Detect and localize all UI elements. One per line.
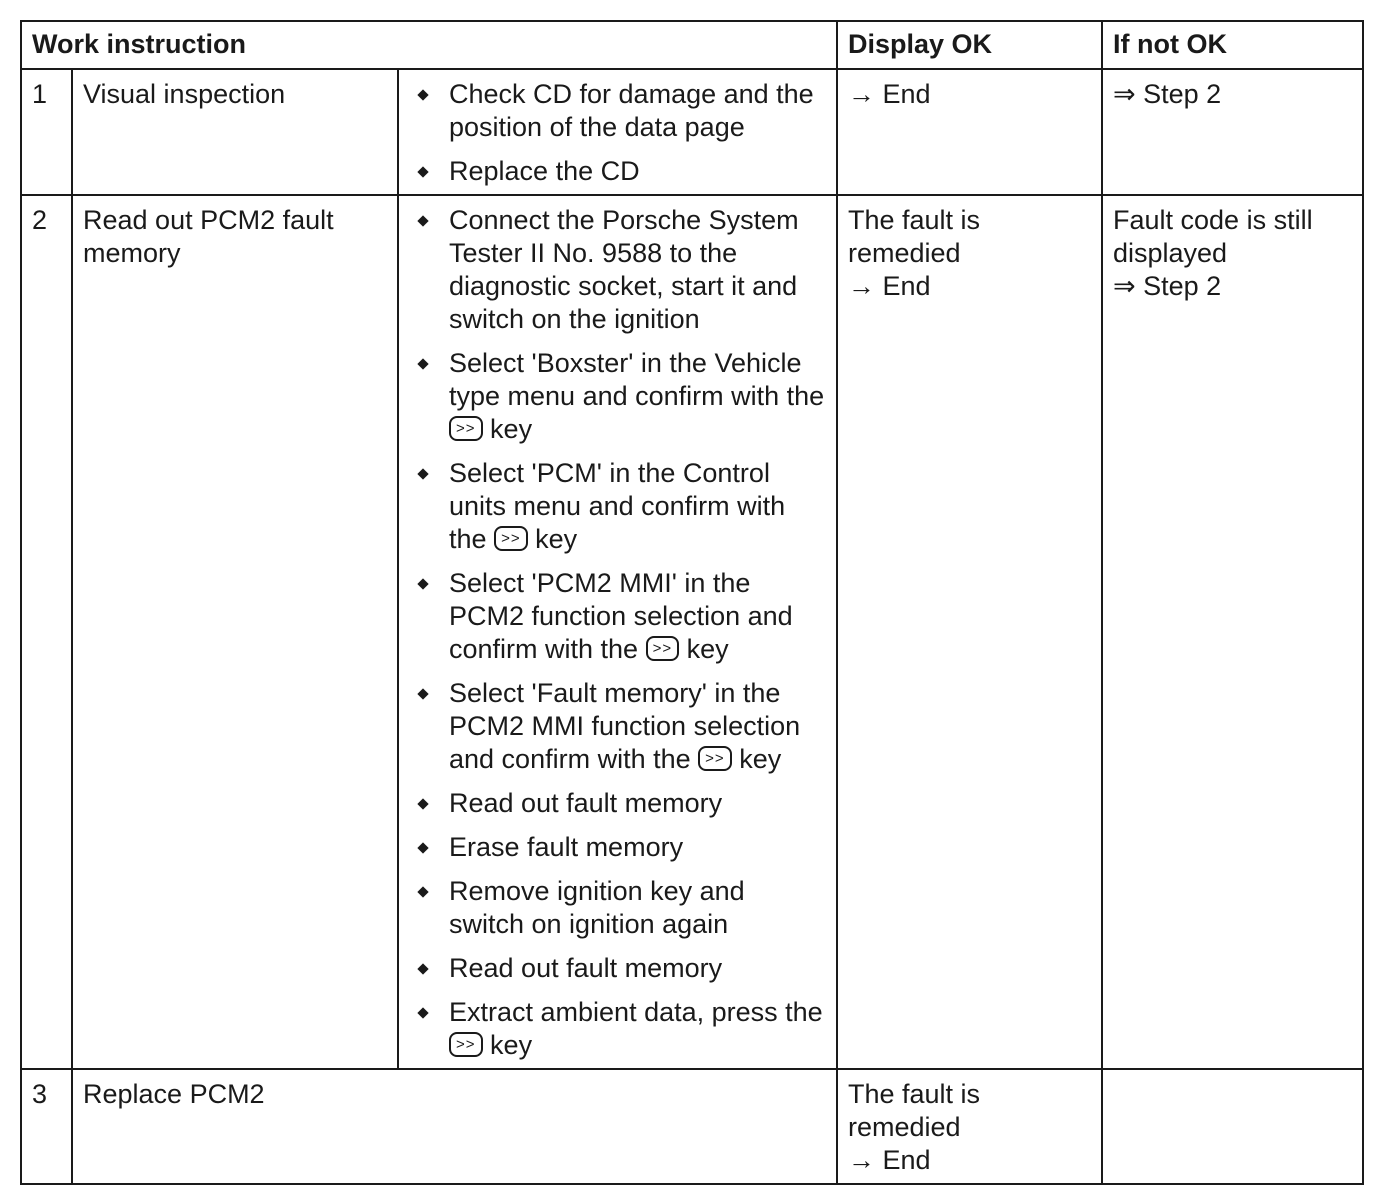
action-text: Check CD for damage and the position of the data page: [449, 79, 814, 142]
action-item: [409, 204, 826, 336]
display-ok-text: → End: [848, 79, 931, 109]
action-text-suffix: key: [490, 414, 533, 444]
if-not-ok-cell: [1102, 195, 1363, 1069]
forward-key-icon: >>: [449, 1032, 483, 1057]
if-not-ok-cell: [1102, 1069, 1363, 1184]
step-number: 3: [21, 1069, 72, 1184]
step-number: 1: [21, 69, 72, 195]
action-text: Erase fault memory: [449, 832, 684, 862]
action-text-suffix: key: [686, 634, 729, 664]
action-item: [409, 78, 826, 144]
action-item: [409, 952, 826, 985]
if-not-ok-result: ⇒ Step 2: [1113, 271, 1222, 301]
action-text: Select 'Fault memory' in the PCM2 MMI function selection and confirm with the: [449, 678, 801, 774]
bullet-diamond-icon: [417, 578, 428, 589]
forward-key-icon: >>: [494, 526, 528, 551]
step-title: Replace PCM2: [72, 1069, 837, 1184]
action-text-suffix: key: [490, 1030, 533, 1060]
bullet-diamond-icon: [417, 886, 428, 897]
bullet-diamond-icon: [417, 215, 428, 226]
header-if-not-ok: If not OK: [1102, 21, 1363, 69]
action-item: [409, 155, 826, 188]
action-item: [409, 787, 826, 820]
header-display-ok: Display OK: [837, 21, 1102, 69]
forward-key-icon: >>: [698, 746, 732, 771]
action-text: Read out fault memory: [449, 953, 723, 983]
forward-key-icon: >>: [449, 416, 483, 441]
display-ok-cell: [837, 1069, 1102, 1184]
header-row: [21, 21, 1363, 69]
action-text: Connect the Porsche System Tester II No. 9588 to the diagnostic socket, start it and switch on the ignition: [449, 205, 799, 334]
bullet-diamond-icon: [417, 1007, 428, 1018]
step-actions: [398, 69, 837, 195]
display-ok-text: The fault is remedied: [848, 205, 981, 268]
action-text: Read out fault memory: [449, 788, 723, 818]
bullet-diamond-icon: [417, 842, 428, 853]
display-ok-text: The fault is remedied: [848, 1079, 981, 1142]
action-text: Select 'PCM2 MMI' in the PCM2 function selection and confirm with the: [449, 568, 793, 664]
bullet-diamond-icon: [417, 358, 428, 369]
table-row: [21, 1069, 1363, 1184]
action-item: [409, 567, 826, 666]
action-item: [409, 831, 826, 864]
bullet-diamond-icon: [417, 963, 428, 974]
display-ok-cell: [837, 69, 1102, 195]
action-item: [409, 677, 826, 776]
if-not-ok-text: ⇒ Step 2: [1113, 79, 1222, 109]
action-item: [409, 457, 826, 556]
display-ok-result: → End: [848, 271, 931, 301]
bullet-diamond-icon: [417, 688, 428, 699]
bullet-diamond-icon: [417, 166, 428, 177]
if-not-ok-text: Fault code is still displayed: [1113, 205, 1313, 268]
display-ok-result: → End: [848, 1145, 931, 1175]
table-row: [21, 195, 1363, 1069]
action-item: [409, 347, 826, 446]
action-text: Select 'Boxster' in the Vehicle type menu and confirm with the: [449, 348, 825, 411]
step-number: 2: [21, 195, 72, 1069]
action-text: Select 'PCM' in the Control units menu and confirm with the: [449, 458, 786, 554]
action-text: Extract ambient data, press the: [449, 997, 823, 1027]
step-title: Read out PCM2 fault memory: [72, 195, 398, 1069]
action-item: [409, 875, 826, 941]
action-text: Remove ignition key and switch on ignition again: [449, 876, 745, 939]
forward-key-icon: >>: [646, 636, 680, 661]
if-not-ok-cell: [1102, 69, 1363, 195]
action-text: Replace the CD: [449, 156, 640, 186]
action-item: [409, 996, 826, 1062]
action-text-suffix: key: [535, 524, 578, 554]
table-row: [21, 69, 1363, 195]
header-work-instruction: Work instruction: [21, 21, 837, 69]
work-instruction-table: [20, 20, 1364, 1185]
step-title: Visual inspection: [72, 69, 398, 195]
bullet-diamond-icon: [417, 798, 428, 809]
display-ok-cell: [837, 195, 1102, 1069]
bullet-diamond-icon: [417, 89, 428, 100]
bullet-diamond-icon: [417, 468, 428, 479]
step-actions: [398, 195, 837, 1069]
action-text-suffix: key: [739, 744, 782, 774]
